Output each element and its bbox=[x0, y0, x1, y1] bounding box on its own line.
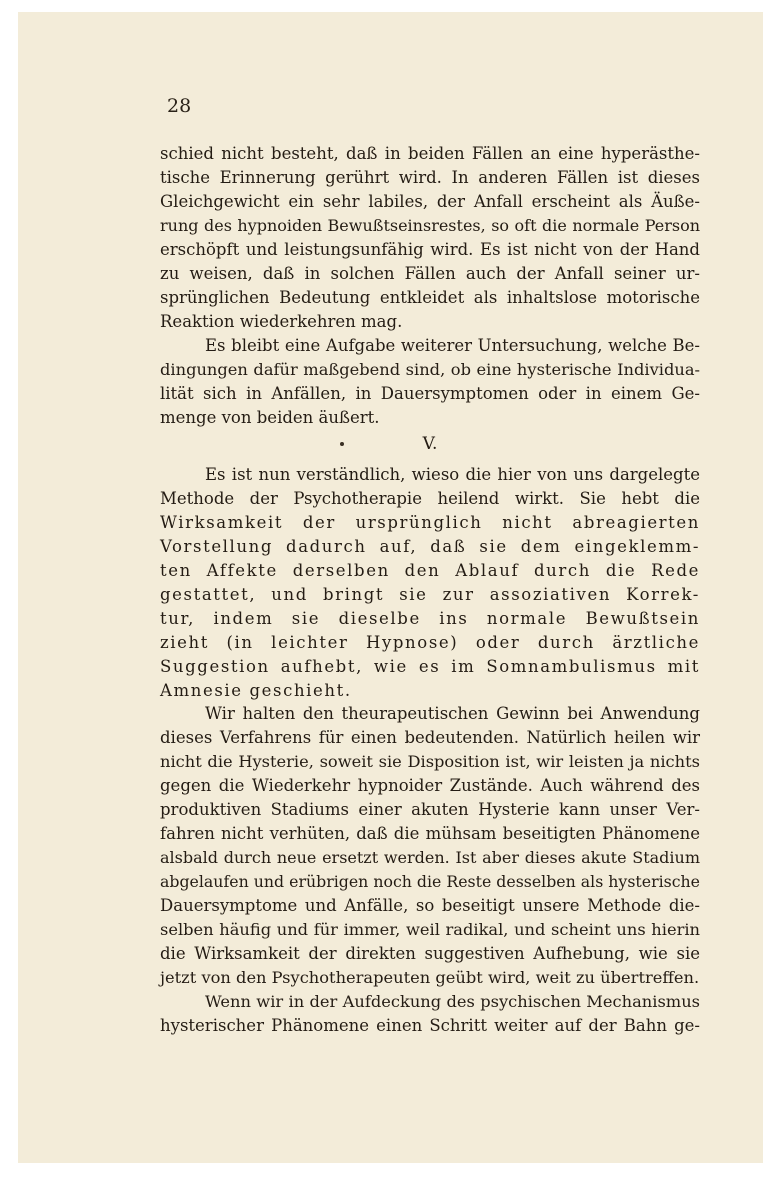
text-line: dieses Verfahrens für einen bedeutenden. Natürlich heilen wir bbox=[160, 728, 700, 747]
section-heading: V. bbox=[422, 434, 438, 454]
text-line: jetzt von den Psychotherapeuten geübt wird, weit zu übertreffen. bbox=[160, 968, 700, 987]
text-line: zieht (in leichter Hypnose) oder durch ärztliche bbox=[160, 633, 700, 652]
text-line: gegen die Wiederkehr hypnoider Zustände. Auch während des bbox=[160, 776, 700, 795]
text-line: tur, indem sie dieselbe ins normale Bewußtsein bbox=[160, 609, 700, 628]
text-line: Wirksamkeit der ursprünglich nicht abreagierten bbox=[160, 513, 700, 532]
text-line: Wenn wir in der Aufdeckung des psychischen Mechanismus bbox=[205, 992, 700, 1011]
text-line: Es bleibt eine Aufgabe weiterer Untersuchung, welche Be- bbox=[205, 336, 700, 355]
text-line: zu weisen, daß in solchen Fällen auch der Anfall seiner ur- bbox=[160, 264, 700, 283]
text-line: Gleichgewicht ein sehr labiles, der Anfall erscheint als Äuße- bbox=[160, 192, 700, 211]
text-line: ten Affekte derselben den Ablauf durch die Rede bbox=[160, 561, 700, 580]
text-line: Vorstellung dadurch auf, daß sie dem eingeklemm- bbox=[160, 537, 700, 556]
text-line: Amnesie geschieht. bbox=[160, 681, 352, 700]
text-line: Suggestion aufhebt, wie es im Somnambulismus mit bbox=[160, 657, 700, 676]
page-number: 28 bbox=[167, 95, 192, 117]
text-line: gestattet, und bringt sie zur assoziativen Korrek- bbox=[160, 585, 700, 604]
text-line: alsbald durch neue ersetzt werden. Ist aber dieses akute Stadium bbox=[160, 848, 700, 867]
text-line: hysterischer Phänomene einen Schritt weiter auf der Bahn ge- bbox=[160, 1016, 700, 1035]
text-line: nicht die Hysterie, soweit sie Disposition ist, wir leisten ja nichts bbox=[160, 752, 700, 771]
text-line: Dauersymptome und Anfälle, so beseitigt unsere Methode die- bbox=[160, 896, 700, 915]
text-line: lität sich in Anfällen, in Dauersymptomen oder in einem Ge- bbox=[160, 384, 700, 403]
text-line: Reaktion wiederkehren mag. bbox=[160, 312, 403, 331]
text-line: sprünglichen Bedeutung entkleidet als inhaltslose motorische bbox=[160, 288, 700, 307]
text-line: erschöpft und leistungsunfähig wird. Es ist nicht von der Hand bbox=[160, 240, 700, 259]
text-line: abgelaufen und erübrigen noch die Reste desselben als hysterische bbox=[160, 872, 700, 891]
text-line: fahren nicht verhüten, daß die mühsam beseitigten Phänomene bbox=[160, 824, 700, 843]
text-line: menge von beiden äußert. bbox=[160, 408, 380, 427]
text-line: Es ist nun verständlich, wieso die hier von uns dargelegte bbox=[205, 465, 700, 484]
text-line: produktiven Stadiums einer akuten Hysterie kann unser Ver- bbox=[160, 800, 700, 819]
text-line: die Wirksamkeit der direkten suggestiven Aufhebung, wie sie bbox=[160, 944, 700, 963]
text-line: selben häufig und für immer, weil radikal, und scheint uns hierin bbox=[160, 920, 700, 939]
text-line: tische Erinnerung gerührt wird. In anderen Fällen ist dieses bbox=[160, 168, 700, 187]
text-line: schied nicht besteht, daß in beiden Fällen an eine hyperästhe- bbox=[160, 144, 700, 163]
text-line: rung des hypnoiden Bewußtseinsrestes, so oft die normale Person bbox=[160, 216, 700, 235]
text-line: Wir halten den theurapeutischen Gewinn bei Anwendung bbox=[205, 704, 700, 723]
text-line: dingungen dafür maßgebend sind, ob eine hysterische Individua- bbox=[160, 360, 700, 379]
text-line: Methode der Psychotherapie heilend wirkt. Sie hebt die bbox=[160, 489, 700, 508]
